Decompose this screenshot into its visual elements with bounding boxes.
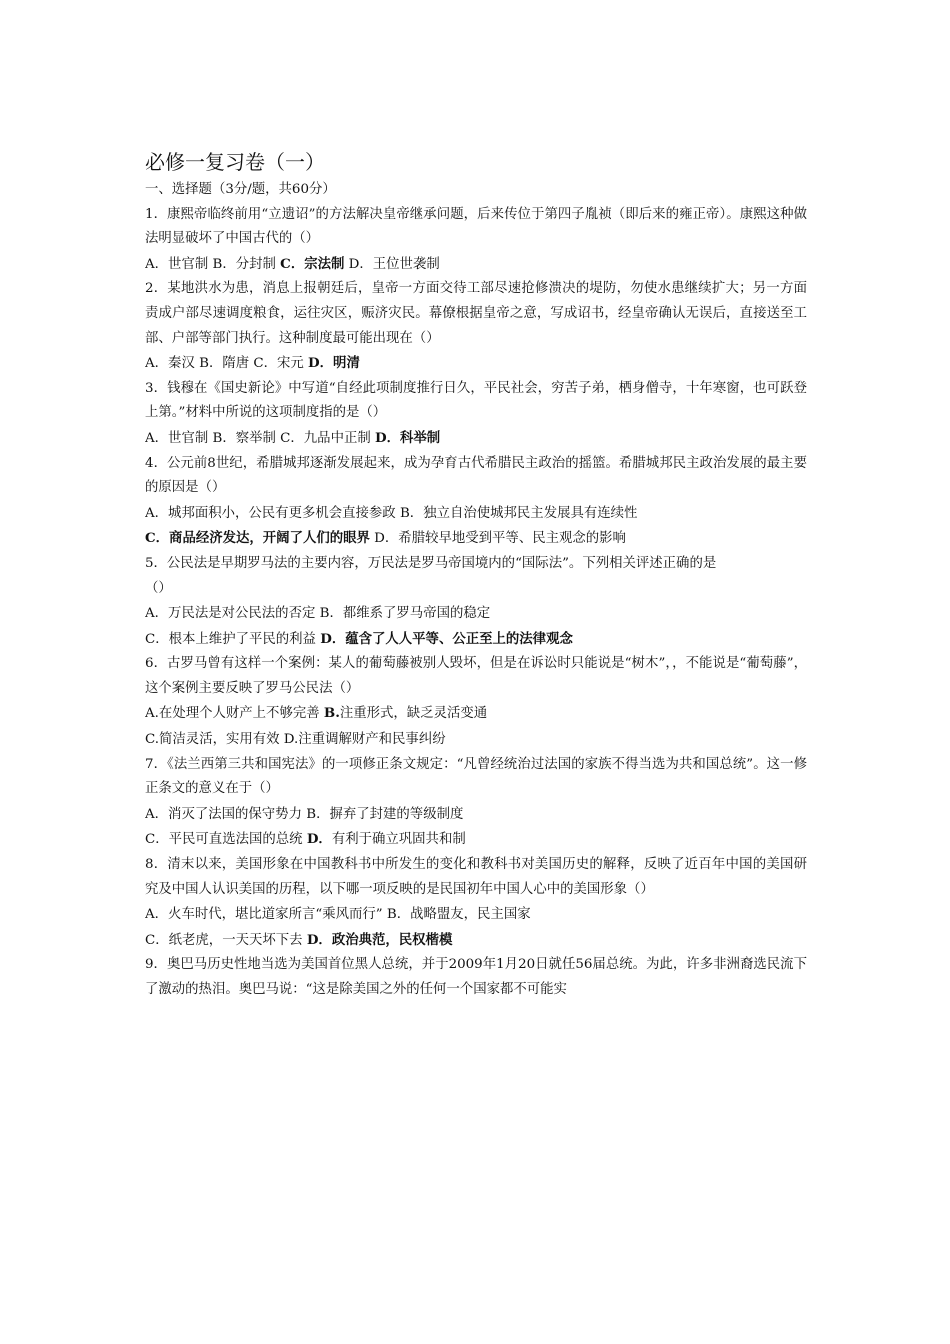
question-1-stem: 1．康熙帝临终前用“立遗诏”的方法解决皇帝继承问题，后来传位于第四子胤祯（即后来的雍正帝）。康熙这种做法明显破坏了中国古代的（） xyxy=(145,206,807,247)
question-5-stem-extra: （） xyxy=(145,580,172,596)
question-5-options-line-1: A．万民法是对公民法的否定 B．都维系了罗马帝国的稳定 xyxy=(145,606,491,622)
question-2-options: A．秦汉 B．隋唐 C．宋元 D．明清 xyxy=(145,355,360,372)
question-7-options-line-1: A．消灭了法国的保守势力 B．摒弃了封建的等级制度 xyxy=(145,806,464,822)
question-4-options-line-1: A．城邦面积小，公民有更多机会直接参政 B．独立自治使城邦民主发展具有连续性 xyxy=(145,505,638,521)
question-6-options-line-2: C.简洁灵活，实用有效 D.注重调解财产和民事纠纷 xyxy=(145,732,446,748)
question-9-stem: 9．奥巴马历史性地当选为美国首位黑人总统，并于2009年1月20日就任56届总统。为此，许多非洲裔选民流下了激动的热泪。奥巴马说：“这是除美国之外的任何一个国家都不可能实 xyxy=(145,957,807,997)
question-4-stem: 4．公元前8世纪，希腊城邦逐渐发展起来，成为孕育古代希腊民主政治的摇篮。希腊城邦民主政治发展的最主要的原因是（） xyxy=(145,455,807,496)
question-5-stem: 5．公民法是早期罗马法的主要内容，万民法是罗马帝国境内的“国际法”。下列相关评述正确的是 xyxy=(145,555,717,571)
question-6-options-line-1: A.在处理个人财产上不够完善 B.注重形式，缺乏灵活变通 xyxy=(145,705,488,722)
document-page xyxy=(145,148,807,1003)
question-8-stem: 8．清末以来，美国形象在中国教科书中所发生的变化和教科书对美国历史的解释，反映了近百年中国的美国研究及中国人认识美国的历程，以下哪一项反映的是民国初年中国人心中的美国形象（） xyxy=(145,857,807,897)
question-5-options-line-2: C．根本上维护了平民的利益 D．蕴含了人人平等、公正至上的法律观念 xyxy=(145,630,573,647)
question-8-options-line-1: A．火车时代，堪比道家所言“乘风而行” B．战略盟友，民主国家 xyxy=(145,907,531,923)
page-title: 必修一复习卷（一） xyxy=(145,150,325,174)
question-7-options-line-2: C．平民可直选法国的总统 D．有利于确立巩固共和制 xyxy=(145,831,466,848)
question-3-options: A．世官制 B．察举制 C．九品中正制 D．科举制 xyxy=(145,429,441,446)
question-7-stem: 7．《法兰西第三共和国宪法》的一项修正条文规定：“凡曾经统治过法国的家族不得当选为共和国总统”。这一修正条文的意义在于（） xyxy=(145,756,807,797)
question-8-options-line-2: C．纸老虎，一天天坏下去 D．政治典范，民权楷模 xyxy=(145,931,453,948)
question-4-options-line-2: C．商品经济发达，开阔了人们的眼界 D．希腊较早地受到平等、民主观念的影响 xyxy=(145,530,626,547)
question-2-stem: 2．某地洪水为患，消息上报朝廷后，皇帝一方面交待工部尽速抢修溃决的堤防，勿使水患继续扩大；另一方面责成户部尽速调度粮食，运往灾区，赈济灾民。幕僚根据皇帝之意，写成诏书，经皇帝确认无误后，直接送至工部、户部等部门执行。这种制度最可能出现在（） xyxy=(145,281,807,346)
question-3-stem: 3．钱穆在《国史新论》中写道“自经此项制度推行日久，平民社会，穷苦子弟，栖身僧寺，十年寒窗，也可跃登上第。”材料中所说的这项制度指的是（） xyxy=(145,380,807,421)
question-1-options: A．世官制 B．分封制 C．宗法制 D．王位世袭制 xyxy=(145,255,440,272)
question-6-stem: 6．古罗马曾有这样一个案例：某人的葡萄藤被别人毁坏，但是在诉讼时只能说是“树木”，，不能说是“葡萄藤”，这个案例主要反映了罗马公民法（） xyxy=(145,656,807,696)
section-heading: 一、选择题（3分/题，共60分） xyxy=(145,182,336,197)
